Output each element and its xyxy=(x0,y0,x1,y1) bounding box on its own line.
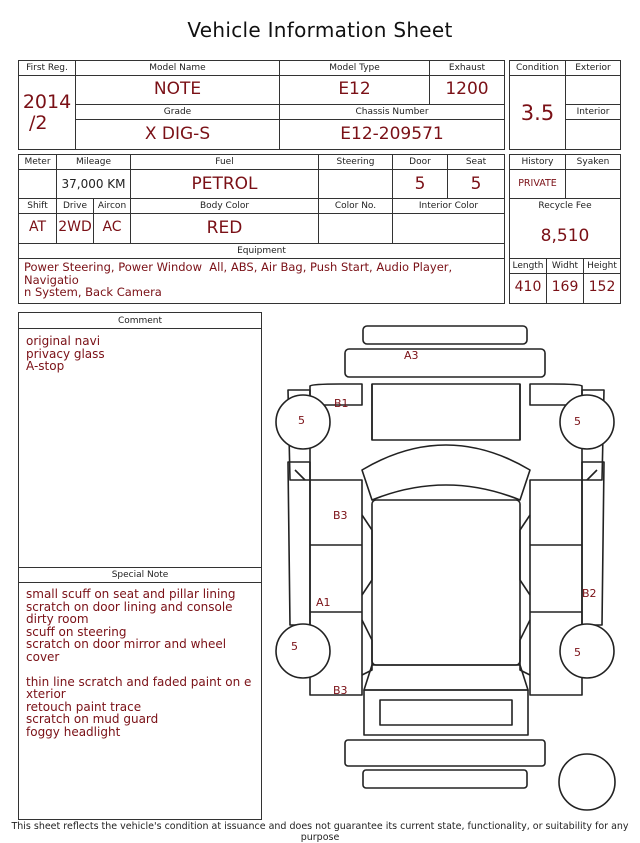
fuel-value: PETROL xyxy=(191,174,258,194)
syaken-label: Syaken xyxy=(576,157,610,167)
height-cell xyxy=(583,258,621,304)
chassis-cell xyxy=(279,104,505,150)
tailgate-outline xyxy=(364,690,528,735)
seat-value: 5 xyxy=(470,174,482,194)
drive-value: 2WD xyxy=(58,219,92,235)
hood-outline xyxy=(345,349,545,377)
model-name-label: Model Name xyxy=(149,63,206,73)
front-body-outline xyxy=(372,384,520,440)
first-reg-month: /2 xyxy=(29,112,48,134)
recycle-cell xyxy=(509,198,621,259)
equipment-label: Equipment xyxy=(237,246,286,256)
model-name-value: NOTE xyxy=(153,79,202,99)
model-name-cell xyxy=(75,60,280,105)
mark-a3: A3 xyxy=(404,349,419,362)
width-value: 169 xyxy=(551,279,579,295)
first-reg-cell xyxy=(18,60,76,150)
mileage-label: Mileage xyxy=(75,157,112,167)
right-rear-fender xyxy=(582,462,604,625)
mark-b3-lower: B3 xyxy=(333,684,348,697)
body-color-value: RED xyxy=(206,218,243,238)
special-note-label: Special Note xyxy=(111,570,169,580)
windshield-outline xyxy=(362,445,530,500)
grade-cell xyxy=(75,104,280,150)
comment-text: original navi privacy glass A-stop xyxy=(26,334,105,373)
tire-mark-rr: 5 xyxy=(574,646,581,659)
equipment-cell xyxy=(18,243,505,304)
width-label: Widht xyxy=(551,261,579,271)
car-damage-diagram xyxy=(268,318,628,818)
seat-cell xyxy=(447,154,505,199)
roof-outline xyxy=(372,500,520,665)
front-bumper-outline xyxy=(363,326,527,344)
drive-label: Drive xyxy=(63,201,87,211)
drive-cell xyxy=(56,198,94,244)
tire-mark-fl: 5 xyxy=(298,414,305,427)
length-label: Length xyxy=(512,261,544,271)
exterior-label: Exterior xyxy=(575,63,611,73)
meter-cell xyxy=(18,154,57,199)
spare-tire xyxy=(559,754,615,810)
aircon-cell xyxy=(93,198,131,244)
tire-rear-left xyxy=(276,624,330,678)
seat-label: Seat xyxy=(465,157,487,167)
comment-label: Comment xyxy=(117,316,163,326)
model-type-cell xyxy=(279,60,430,105)
exterior-cell xyxy=(565,60,621,105)
mark-b3-upper: B3 xyxy=(333,509,348,522)
exhaust-label: Exhaust xyxy=(448,63,486,73)
mark-b1: B1 xyxy=(334,397,349,410)
disclaimer-footer: This sheet reflects the vehicle's condition at issuance and does not guarantee its current state, functionality, or suitability for any purpose xyxy=(11,821,629,843)
exhaust-value: 1200 xyxy=(445,79,489,99)
rear-window-outline xyxy=(364,665,528,690)
rear-bumper-outline xyxy=(345,740,545,766)
width-cell xyxy=(546,258,584,304)
first-reg-year: 2014 xyxy=(22,91,72,113)
shift-cell xyxy=(18,198,57,244)
fuel-label: Fuel xyxy=(215,157,234,167)
model-type-label: Model Type xyxy=(329,63,380,73)
exhaust-cell xyxy=(429,60,505,105)
steering-cell xyxy=(318,154,393,199)
condition-value: 3.5 xyxy=(520,101,555,125)
grade-value: X DIG-S xyxy=(144,124,211,144)
comment-panel xyxy=(18,312,262,820)
recycle-label: Recycle Fee xyxy=(538,201,592,211)
left-rear-fender xyxy=(288,462,310,625)
aircon-label: Aircon xyxy=(97,201,127,211)
length-value: 410 xyxy=(514,279,542,295)
door-label: Door xyxy=(409,157,431,167)
mileage-cell xyxy=(56,154,131,199)
history-value: PRIVATE xyxy=(518,178,557,189)
shift-value: AT xyxy=(28,219,47,235)
equipment-value: Power Steering, Power Window All, ABS, Air Bag, Push Start, Audio Player, Navigatio n System, Back Camera xyxy=(24,260,453,299)
mileage-value: 37,000 KM xyxy=(61,177,126,191)
history-label: History xyxy=(521,157,554,167)
rear-step-outline xyxy=(363,770,527,788)
mark-a1: A1 xyxy=(316,596,331,609)
length-cell xyxy=(509,258,547,304)
page-title: Vehicle Information Sheet xyxy=(187,18,453,42)
door-cell xyxy=(392,154,448,199)
interior-color-cell xyxy=(392,198,505,244)
interior-label: Interior xyxy=(576,107,610,117)
model-type-value: E12 xyxy=(338,79,371,99)
tire-rear-right xyxy=(560,624,614,678)
height-label: Height xyxy=(587,261,617,271)
color-no-label: Color No. xyxy=(334,201,377,211)
aircon-value: AC xyxy=(102,219,122,235)
first-reg-label: First Reg. xyxy=(26,63,68,73)
special-note-text: small scuff on seat and pillar lining scratch on door lining and console dirty room scuff on steering scratch on door mirror and wheel cover thin line scratch and faded paint on e xterior retouch paint trace scratch on mud guard foggy headlight xyxy=(26,587,252,739)
condition-label: Condition xyxy=(516,63,559,73)
tire-mark-rl: 5 xyxy=(291,640,298,653)
chassis-value: E12-209571 xyxy=(340,124,444,144)
tire-mark-fr: 5 xyxy=(574,415,581,428)
fuel-cell xyxy=(130,154,319,199)
recycle-value: 8,510 xyxy=(540,226,590,246)
mark-b2: B2 xyxy=(582,587,597,600)
steering-label: Steering xyxy=(336,157,375,167)
syaken-cell xyxy=(565,154,621,199)
body-color-label: Body Color xyxy=(199,201,250,211)
interior-cell xyxy=(565,104,621,150)
interior-color-label: Interior Color xyxy=(418,201,479,211)
door-value: 5 xyxy=(414,174,426,194)
history-cell xyxy=(509,154,566,199)
color-no-cell xyxy=(318,198,393,244)
chassis-label: Chassis Number xyxy=(355,107,429,117)
tire-front-right xyxy=(560,395,614,449)
meter-label: Meter xyxy=(24,157,51,167)
shift-label: Shift xyxy=(27,201,48,211)
condition-cell xyxy=(509,60,566,150)
grade-label: Grade xyxy=(163,107,192,117)
body-color-cell xyxy=(130,198,319,244)
height-value: 152 xyxy=(588,279,616,295)
